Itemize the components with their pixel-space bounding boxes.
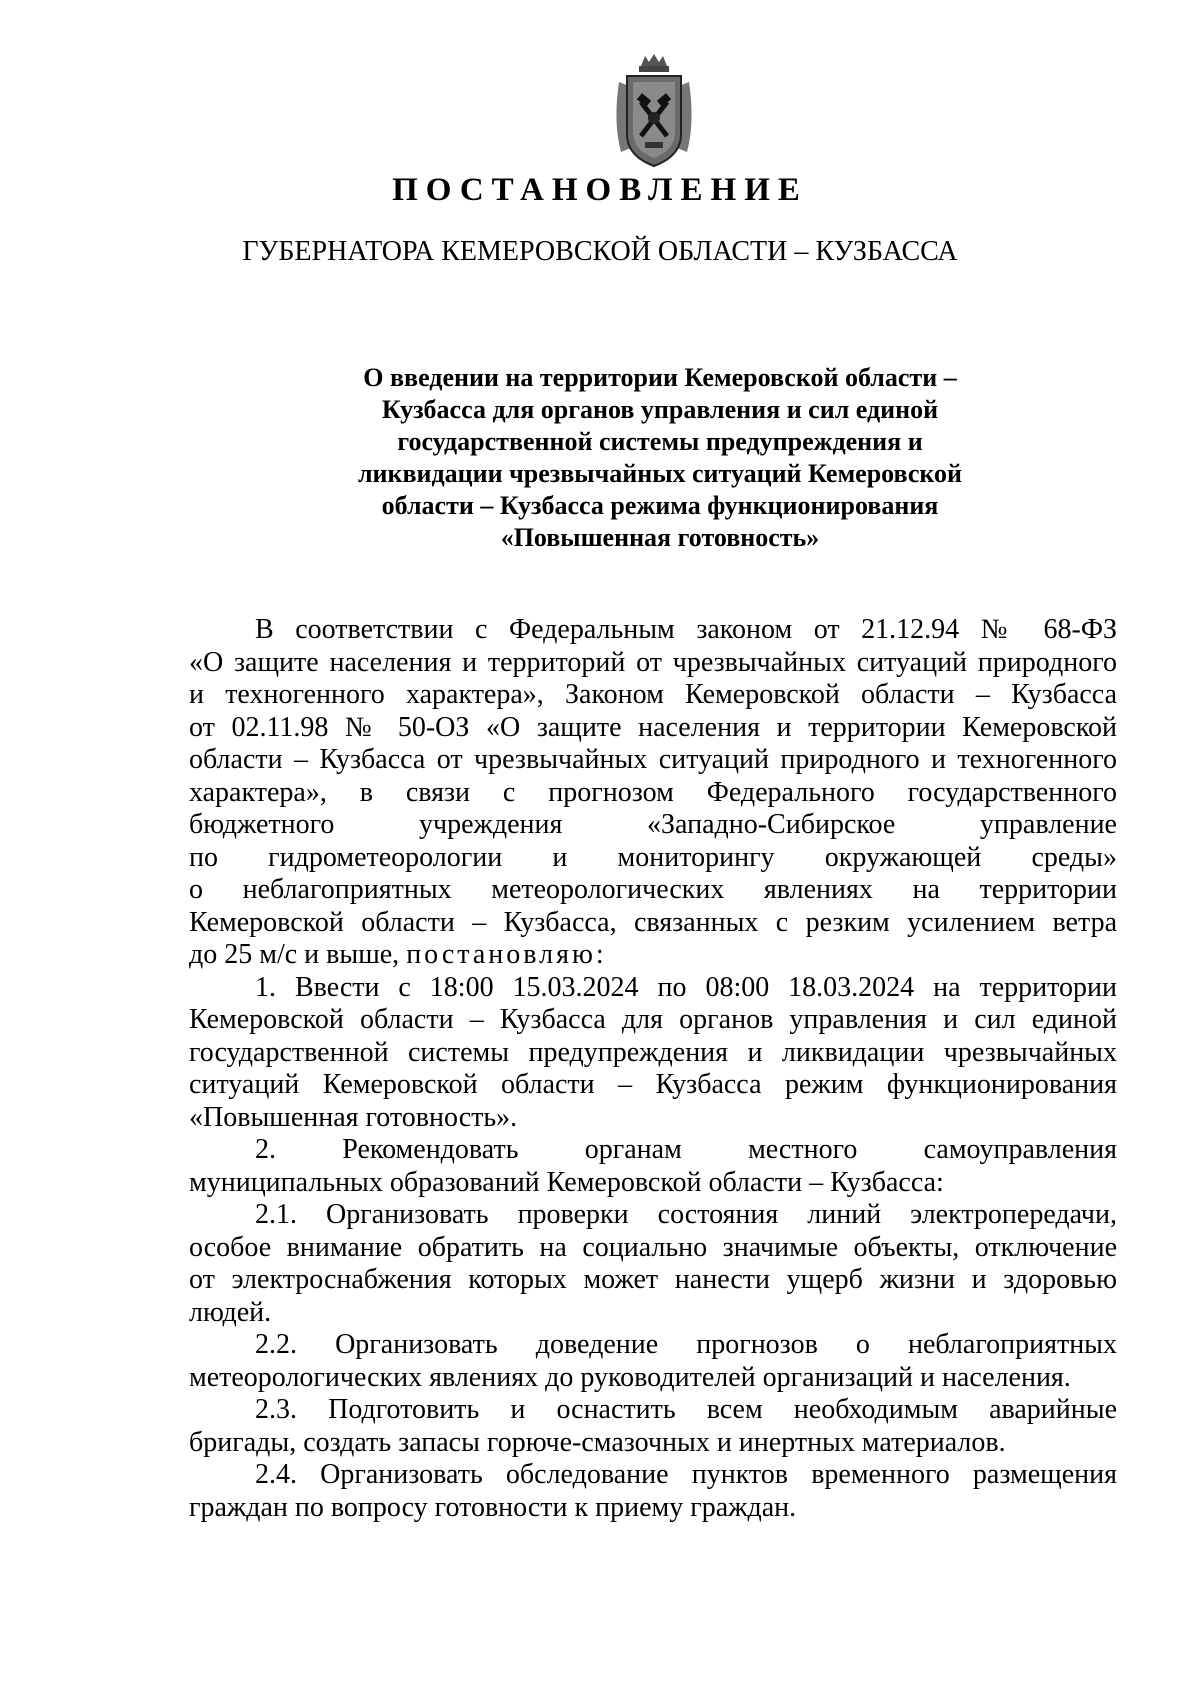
body-line: от 02.11.98 № 50-ОЗ «О защите населения и территории Кемеровской — [189, 711, 1117, 743]
body-line: от электроснабжения которых может нанести ущерб жизни и здоровью — [189, 1264, 1117, 1295]
body-line: «Повышенная готовность». — [189, 1101, 518, 1133]
body-line: Кемеровской области – Кузбасса, связанных с резким усилением ветра — [189, 906, 1117, 938]
body-line: 2. Рекомендовать органам местного самоуправления — [255, 1134, 1117, 1165]
body-line: 2.4. Организовать обследование пунктов временного размещения — [255, 1459, 1117, 1490]
title-line: области – Кузбасса режима функционирования — [381, 491, 939, 520]
title-line: О введении на территории Кемеровской области – — [363, 363, 957, 392]
body-line: В соответствии с Федеральным законом от 21.12.94 № 68-ФЗ — [255, 614, 1117, 645]
body-line: бюджетного учреждения «Западно-Сибирское управление — [189, 809, 1117, 840]
body-line: особое внимание обратить на социально значимые объекты, отключение — [189, 1231, 1117, 1263]
body-line: Кемеровской области – Кузбасса для органов управления и сил единой — [189, 1004, 1117, 1035]
title-line: «Повышенная готовность» — [500, 523, 820, 552]
body-line: «О защите населения и территорий от чрезвычайных ситуаций природного — [189, 646, 1117, 678]
body-line: людей. — [189, 1296, 272, 1328]
body-line: граждан по вопросу готовности к приему граждан. — [189, 1491, 797, 1523]
body-line: муниципальных образований Кемеровской области – Кузбасса: — [189, 1166, 944, 1198]
document-title — [300, 362, 1020, 554]
document-type-heading: ПОСТАНОВЛЕНИЕ — [392, 172, 808, 208]
coat-of-arms-emblem — [611, 52, 697, 170]
title-line: государственной системы предупреждения и — [397, 427, 923, 456]
decree-keyword: постановляю: — [406, 939, 607, 970]
body-line — [189, 939, 1117, 972]
body-line: характера», в связи с прогнозом Федерального государственного — [189, 776, 1117, 808]
body-line: 1. Ввести с 18:00 15.03.2024 по 08:00 18.03.2024 на территории — [255, 971, 1117, 1003]
issuer-heading: ГУБЕРНАТОРА КЕМЕРОВСКОЙ ОБЛАСТИ – КУЗБАССА — [242, 236, 958, 267]
body-line: 2.1. Организовать проверки состояния линий электропередачи, — [255, 1199, 1117, 1230]
body-line: ситуаций Кемеровской области – Кузбасса режим функционирования — [189, 1069, 1117, 1100]
body-line: и техногенного характера», Законом Кемеровской области – Кузбасса — [189, 679, 1117, 710]
body-line: метеорологических явлениях до руководителей организаций и населения. — [189, 1361, 1071, 1393]
body-line: 2.2. Организовать доведение прогнозов о неблагоприятных — [255, 1329, 1117, 1360]
body-line: о неблагоприятных метеорологических явлениях на территории — [189, 874, 1117, 905]
title-line: Кузбасса для органов управления и сил единой — [381, 395, 939, 424]
body-line: по гидрометеорологии и мониторингу окружающей среды» — [189, 841, 1117, 873]
body-line: области – Кузбасса от чрезвычайных ситуаций природного и техногенного — [189, 744, 1117, 775]
title-line: ликвидации чрезвычайных ситуаций Кемеровской — [357, 459, 963, 488]
body-line: бригады, создать запасы горюче-смазочных и инертных материалов. — [189, 1426, 1006, 1458]
body-line: 2.3. Подготовить и оснастить всем необходимым аварийные — [255, 1394, 1117, 1425]
document-body — [189, 614, 1117, 1524]
body-line: государственной системы предупреждения и ликвидации чрезвычайных — [189, 1036, 1117, 1068]
body-line-text: до 25 м/с и выше, — [189, 939, 400, 970]
